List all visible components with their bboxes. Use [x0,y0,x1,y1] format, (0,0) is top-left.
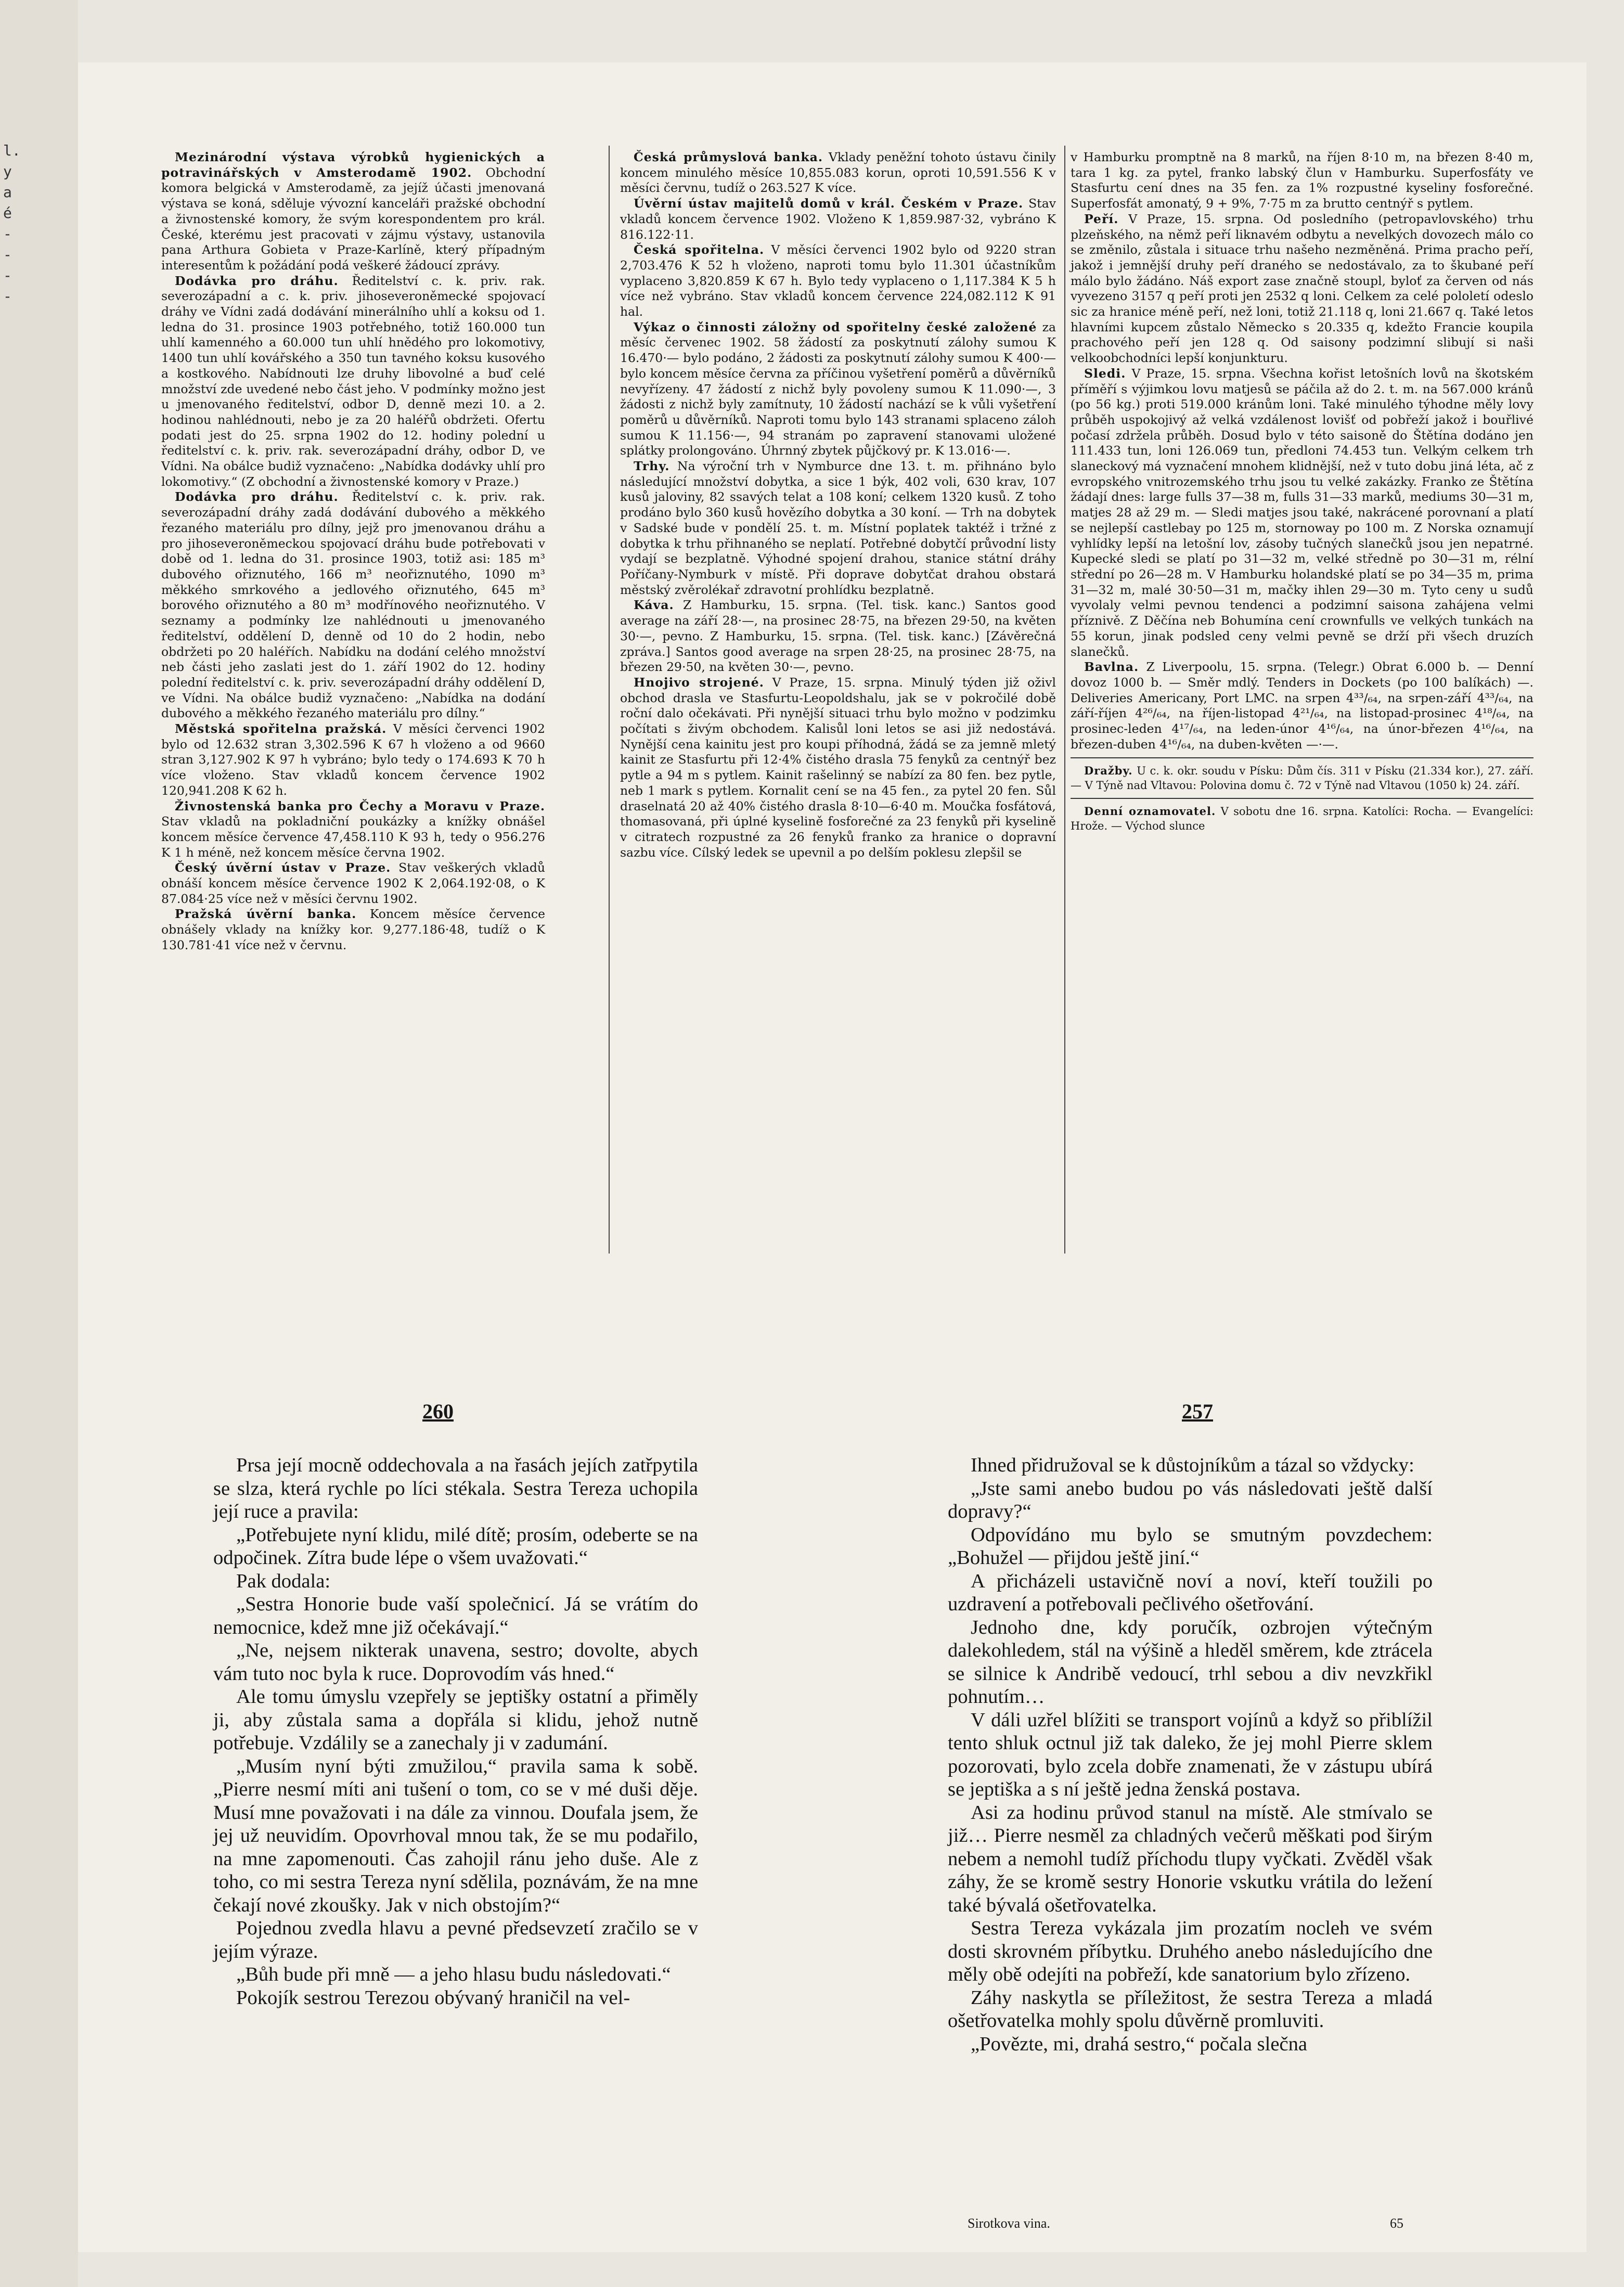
newspaper-column-2 [620,150,1056,860]
article-text: Obchodní komora belgická v Amsterodamě, za jejíž účasti jmenovaná výstava se koná, sděluje vývozní kanceláři pražské obchodní a živnostenské komory, že svým korespondentem pro král. České, kterému jest pracovati v zájmu výstavy, ustanovila pana Arthura Gobieta v Praze-Karlíně, který případným interesentům k požádání podá veškeré žádoucí zprávy. [161,165,545,273]
article-text: V Praze, 15. srpna. Minulý týden již oživl obchod drasla ve Stasfurtu-Leopoldshalu, jak se v pokročilé době roční dalo očekávati. Při nynější situaci trhu bylo možno v podzimku počítati s živým obchodem. Kalisůl loni letos se asi již nedostává. Nynější cena kainitu jest pro koupi příhodná, žádá se za jemně mletý kainit ze Stasfurtu při 12·4% čistého drasla 75 fenyků za centnýř bez pytle a 94 m s pytlem. Kainit rašelinný se nabízí za 80 fen. bez pytle, neb 1 mark s pytlem. Kornalit cení se na 45 fen., za pytel 20 fen. Sůl draselnatá 20 až 40% čistého drasla 8·10—6·40 m. Moučka fosfátová, thomasovaná, při úplné kyselině fosforečné za 23 fenyků při kyselině v citratech rozpustné za 26 fenyků franko za hranice o dopravní sazbu více. Cílský ledek se upevnil a po delším poklesu zlepšil se [620,675,1056,860]
article-text: Vklady peněžní tohoto ústavu činily koncem minulého měsíce 10,855.083 korun, oproti 10,591.556 K v měsíci červnu, tudíž o 263.527 K více. [620,150,1056,196]
page-number-right: 257 [1182,1400,1213,1423]
novel-paragraph: Jednoho dne, kdy poručík, ozbrojen výtečným dalekohledem, stál na výšině a hleděl směrem, kde ztrácela se silnice k Andribě vedoucí, trhl sebou a div nevzkřikl pohnutím… [948,1616,1433,1708]
article-heading: Trhy. [634,459,670,474]
novel-paragraph: Pokojík sestrou Terezou obývaný hraničil na vel- [236,1986,630,2009]
section-rule [1071,798,1533,799]
article-heading: Výkaz o činnosti záložny od spořitelny české založené [634,319,1037,334]
article-heading: Peří. [1084,211,1119,226]
novel-paragraph: „Ne, nejsem nikterak unavena, sestro; dovolte, abych vám tuto noc byla k ruce. Doprovodím vás hned.“ [213,1639,698,1685]
section-rule [1071,757,1533,758]
page-number-left: 260 [422,1400,454,1423]
article-heading: Bavlna. [1084,660,1139,675]
article-heading: Živnostenská banka pro Čechy a Moravu v Praze. [175,798,545,813]
article-heading: Česká průmyslová banka. [634,150,823,164]
article-heading: Mezinárodní výstava výrobků hygienických a potravinářských v Amsterodamě 1902. [161,150,545,180]
article-text: Z Hamburku, 15. srpna. (Tel. tisk. kanc.) Santos good average na září 28·—, na prosinec 28·75, na březen 29·50, na květen 30·—, pevno. Z Hamburku, 15. srpna. (Tel. tisk. kanc.) [Závěrečná zpráva.] Santos good average na srpen 28·25, na prosinec 28·75, na březen 29·50, na květen 30·—, pevno. [620,598,1056,675]
novel-paragraph: A přicházeli ustavičně noví a noví, kteří toužili po uzdravení a potřebovali pečlivého ošetřování. [948,1570,1433,1615]
novel-paragraph: „Potřebujete nyní klidu, milé dítě; prosím, odeberte se na odpočinek. Zítra bude lépe o všem uvažovati.“ [213,1523,698,1569]
novel-paragraph: V dáli uzřel blížiti se transport vojínů a když so přiblížil tento shluk octnul již tak daleko, že jej mohl Pierre sklem pozorovati, bylo zcela dobře znamenati, že v zástupu ubírá se jeptiška a s ní ještě jedna ženská postava. [948,1709,1433,1800]
novel-paragraph: „Musím nyní býti zmužilou,“ pravila sama k sobě. „Pierre nesmí míti ani tušení o tom, co se v mé duši děje. Musí mne považovati i na dále za vinnou. Doufala jsem, že jej už neuvidím. Opovrhoval mnou tak, že se mu podařilo, na mne zapomenouti. Čas zahojil ránu jeho duše. Ale z toho, co mi sestra Tereza nyní sdělila, poznávám, že na mne čekají nové zkoušky. Jak v nich obstojím?“ [213,1755,698,1916]
article-heading: Sledi. [1084,366,1126,381]
novel-paragraph: Prsa její mocně oddechovala a na řasách jejích zatřpytila se slza, která rychle po líci stékala. Sestra Tereza uchopila její ruce a pravila: [213,1454,698,1522]
article-text: V měsíci červenci 1902 bylo od 12.632 stran 3,302.596 K 67 h vloženo a od 9660 stran 3,127.902 K 97 h vybráno; bylo tedy o 174.693 K 70 h více vloženo. Stav vkladů koncem července 1902 120,941.208 K 62 h. [161,721,545,798]
article-text: Stav veškerých vkladů obnáší koncem měsíce července 1902 K 2,064.192·08, o K 87.084·25 více než v měsíci červnu 1902. [161,860,545,906]
article-text: V měsíci červenci 1902 bylo od 9220 stran 2,703.476 K 52 h vloženo, naproti tomu bylo 11.301 účastníkům vyplaceno 3,820.859 K 67 h. Bylo tedy vyplaceno o 1,117.384 K 5 h více než vybráno. Stav vkladů koncem července 224,082.112 K 91 hal. [620,242,1056,319]
article-text: za měsíc červenec 1902. 58 žádostí za poskytnutí zálohy sumou K 16.470·— bylo podáno, 2 žádosti za poskytnutí zálohy sumou K 400·— bylo koncem měsíce června za příčinou vyšetření poměrů a důvěrníků nevyřízeny. 47 žádostí z nichž byly povoleny sumou K 11.090·—, 3 žádosti z nichž byly zamítnuty, 10 žádostí nachází se k vůli vyšetření poměrů u důvěrníků. Naproti tomu bylo 143 stranami splaceno záloh sumou K 11.156·—, 94 stranám po zapravení stanovami uložené splátky prolongováno. Úhrnný zbytek půjčkový pr. K 13.016·—. [620,319,1056,458]
article-text: Z Liverpoolu, 15. srpna. (Telegr.) Obrat 6.000 b. — Denní dovoz 1000 b. — Směr mdlý. Tenders in Dockets (po 100 balíkách) —. Deliveries Americany, Port LMC. na srpen 4³³/₆₄, na srpen-září 4³³/₆₄, na září-říjen 4²⁶/₆₄, na říjen-listopad 4²¹/₆₄, na listopad-prosinec 4¹⁸/₆₄, na prosinec-leden 4¹⁷/₆₄, na leden-únor 4¹⁶/₆₄, na únor-březen 4¹⁶/₆₄, na březen-duben 4¹⁶/₆₄, na duben-květen —·—. [1071,660,1533,752]
article-text: Na výroční trh v Nymburce dne 13. t. m. přihnáno bylo následující množství dobytka, a sice 1 býk, 402 voli, 630 krav, 107 kusů jaloviny, 82 ssavých telat a 108 koní; celkem 1320 kusů. Z toho prodáno bylo 360 kusů hovězího dobytka a 30 koní. — Trh na dobytek v Sadské bude v pondělí 25. t. m. Místní poplatek taktéž i tržné z dobytka k trhu přihnaného se neplatí. Potřebné dobytčí průvodní listy vydají se bezplatně. Výhodné spojení drahou, stanice státní dráhy Poříčany-Nymburk v místě. Při doprave dobytčat drahou obstará městský zvěrolékař zdravotní prohlídku bezplatně. [620,459,1056,597]
article-text: V Praze, 15. srpna. Všechna kořist letošních lovů na škotském příměří s výjimkou lovu matjesů se páčila až do 2. t. m. na 567.000 kránů (po 56 kg.) proti 519.000 kránům loni. Také minulého týhodne měly lovy průběh uspokojivý až velká vzdálenost lovišť od pobřeží jakož i bouřlivé počasí zdržela průběh. Dosud bylo v této saisoně do Štětína dodáno jen 111.433 tun, loni 126.069 tun, předloni 74.453 tun. Velkým celkem trh slaneckový má vyznačení mnohem klidnější, než v tuto dobu jiná léta, ač z evropského vnitrozemského trhu jsou tu velké zakázky. Franko ze Štětína žádají dnes: large fulls 37—38 m, fulls 31—33 marků, mediums 30—31 m, matjes 28 až 29 m. — Sledi matjes jsou také, nakrácené porovnaní a platí se nejlepší castlebay po 125 m, stornoway po 100 m. Z Norska oznamují vyhlídky lepší na letošní lov, zásoby tučných slanečků jsou jen nepatrné. Kupecké sledi se platí po 31—32 m, velké středně po 30—31 m, rélní střední po 26—28 m. V Hamburku holandské platí se po 34—35 m, prima 31—32 m, malé 30·50—31 m, mačky ihlen 29—30 m. Tyto ceny u sudů vyvolaly velmi pevnou tendenci a podzimní saisona zahájena velmi příznivě. Z Děčína neb Bohumína cení crownfulls ve velkých tunkách na 55 korun, jinak podsled ceny velmi pevně se drží při všech druzích slanečků. [1071,366,1533,659]
article-heading: Dražby. [1084,764,1133,778]
article-heading: Denní oznamovatel. [1084,805,1216,818]
novel-paragraph: Pak dodala: [236,1570,331,1592]
article-text: Ředitelství c. k. priv. rak. severozápadní a c. k. priv. jihoseveroněmecké spojovací dráhy ve Vídni zadá dodávání minerálního uhlí a koksu od 1. ledna do 31. prosince 1903 potřebného, totiž 160.000 tun uhlí kamenného a 60.000 tun uhlí hnědého pro lokomotivy, 1400 tun uhlí kovářského a 350 tun tavného koksu kusového a kostkového. Nabídnouti lze druhy libovolné a buď celé množství zde uvedené nebo část jeho. V podmínky možno jest u jmenovaného ředitelství, odbor D, denně mezi 10. a 2. hodinou nahlédnouti, nebo je za 20 haléřů obdržeti. Ofertu podati jest do 25. srpna 1902 do 12. hodiny polední u ředitelství c. k. priv. rak. severozápadní dráhy, odbor D, ve Vídni. Na obálce budiž vyznačeno: „Nabídka dodávky uhlí pro lokomotivy.“ (Z obchodní a živnostenské komory v Praze.) [161,273,545,489]
edge-mark: a [3,184,12,201]
article-text: U c. k. okr. soudu v Písku: Dům čís. 311 v Písku (21.334 kor.), 27. září. — V Týně nad Vltavou: Polovina domu č. 72 v Týně nad Vltavou (1050 k) 24. září. [1071,765,1533,792]
article-heading: Úvěrní ústav majitelů domů v král. Českém v Praze. [634,196,1024,211]
footer-sheet-number: 65 [1390,2216,1403,2231]
novel-paragraph: „Bůh bude při mně — a jeho hlasu budu následovati.“ [236,1963,671,1985]
novel-paragraph: Ale tomu úmyslu vzepřely se jeptišky ostatní a přiměly ji, aby zůstala sama a dopřála si klidu, jehož nutně potřebuje. Vzdálily se a zanechaly ji v zadumání. [213,1686,698,1754]
article-heading: Káva. [634,598,674,613]
novel-paragraph: „Sestra Honorie bude vaší společnicí. Já se vrátím do nemocnice, kdež mne již očekávají.“ [213,1593,698,1638]
article-heading: Český úvěrní ústav v Praze. [175,860,391,875]
edge-mark: é [3,204,12,222]
edge-mark: - [3,225,12,242]
novel-paragraph: Odpovídáno mu bylo se smutným povzdechem: „Bohužel — přijdou ještě jiní.“ [948,1523,1433,1569]
article-text: Stav vkladů koncem července 1902. Vloženo K 1,859.987·32, vybráno K 816.122·11. [620,196,1056,242]
edge-marks [3,140,19,307]
novel-paragraph: „Jste sami anebo budou po vás následovati ještě další dopravy?“ [948,1477,1433,1522]
article-text: Stav vkladů na pokladniční poukázky a knížky obnášel koncem měsíce července 47,458.110 K 93 h, tedy o 956.276 K 1 h méně, než koncem měsíce června 1902. [161,814,545,860]
article-heading: Hnojivo strojené. [634,675,764,690]
adjacent-page-edge [0,0,78,2287]
column-divider [609,146,610,1254]
novel-paragraph: Asi za hodinu průvod stanul na místě. Ale stmívalo se již… Pierre nesměl za chladných večerů měškati pod širým nebem a nemohl tudíž příchodu tlupy vyčkati. Zvěděl však záhy, že se kromě sestry Honorie vskutku vrátila do ležení také bývalá ošetřovatelka. [948,1801,1433,1916]
article-text: V sobotu dne 16. srpna. Katolíci: Rocha. — Evangelíci: Hrože. — Východ slunce [1071,805,1533,833]
novel-paragraph: „Povězte, mi, drahá sestro,“ počala slečna [971,2033,1307,2055]
article-heading: Pražská úvěrní banka. [175,907,357,922]
article-heading: Městská spořitelna pražská. [175,721,387,737]
article-text: V Praze, 15. srpna. Od posledního (petropavlovského) trhu plzeňského, na němž peří liknavém odbytu a nevelkých dovozech málo co se změnilo, zůstala i situace trhu našeho nezměněná. Prima pracho peří, jakož i jemnější druhy peří draného se nedostávalo, za to škubané peří málo bylo žádáno. Náš export zase značně stoupl, byloť za červen od nás vyvezeno 3157 q peří proti jen 2532 q loni. Celkem za celé pololetí odeslo sic za hranice méně peří, než loni, totiž 21.118 q, loni 21.667 q. Také letos hlavními kupcem zůstalo Německo s 20.335 q, kdežto Francie koupila prachového peří jen 128 q. Od saisony podzimní slibují si naši velkoobchodníci lepší konjunkturu. [1071,211,1533,366]
novel-paragraph: Ihned přidružoval se k důstojníkům a tázal so vždycky: [971,1454,1414,1476]
edge-mark: - [3,288,12,305]
article-text: Ředitelství c. k. priv. rak. severozápadní dráhy zadá dodávání dubového a měkkého řezaného materiálu pro dílny, jejž pro jmenovanou dráhu a pro jihoseveroněmeckou spojovací dráhu bude potřebovati v době od 1. ledna do 31. prosince 1903, totiž asi: 185 m³ dubového ořiznutého, 166 m³ neořiznutého, 1090 m³ měkkého smrkového a jedlového ořiznutého, 645 m³ borového ořiznutého a 80 m³ modřínového neořiznutého. V seznamy a podmínky lze nahlédnouti u jmenovaného ředitelství, oddělení D, denně od 10 do 2 hodin, nebo obdržeti po 20 haléřích. Nabídku na dodání celého množství neb části jeho zaslati jest do 1. září 1902 do 12. hodiny polední ředitelství c. k. priv. severozápadní dráhy oddělení D, ve Vídni. Na obálce budiž vyznačeno: „Nabídka na dodání dubového a měkkého řezaného materiálu pro dílny.“ [161,489,545,721]
article-text: Koncem měsíce července obnášely vklady na knížky kor. 9,277.186·48, tudíž o K 130.781·41 více než v červnu. [161,907,545,952]
edge-mark: y [3,163,12,180]
newspaper-column-3 [1071,150,1533,833]
novel-column-right [948,1454,1433,2056]
edge-mark: l. [3,142,21,159]
novel-paragraph: Sestra Tereza vykázala jim prozatím nocleh ve svém dosti skrovném příbytku. Druhého anebo následujícího dne měly obě odejíti na pobřeží, kde sanatorium bylo zřízeno. [948,1917,1433,1985]
edge-mark: - [3,246,12,263]
article-heading: Česká spořitelna. [634,242,765,257]
novel-column-left [213,1454,698,2009]
article-heading: Dodávka pro dráhu. [175,489,339,505]
column-divider [1064,146,1065,1254]
novel-paragraph: Pojednou zvedla hlavu a pevné předsevzetí zračilo se v jejím výraze. [213,1917,698,1962]
footer-title: Sirotkova vina. [968,2216,1050,2231]
article-text: v Hamburku promptně na 8 marků, na říjen 8·10 m, na březen 8·40 m, tara 1 kg. za pytel, franko labský člun v Hamburku. Superfosfáty ve Stasfurtu cení dnes na 35 fen. za 1% rozpustné kyseliny fosforečné. Superfosfát amonatý, 9 + 9%, 7·75 m za brutto centnýř s pytlem. [1071,150,1533,211]
article-heading: Dodávka pro dráhu. [175,273,339,288]
newspaper-column-1 [161,150,545,953]
novel-paragraph: Záhy naskytla se příležitost, že sestra Tereza a mladá ošetřovatelka mohly spolu důvěrně promluviti. [948,1986,1433,2032]
edge-mark: - [3,267,12,284]
